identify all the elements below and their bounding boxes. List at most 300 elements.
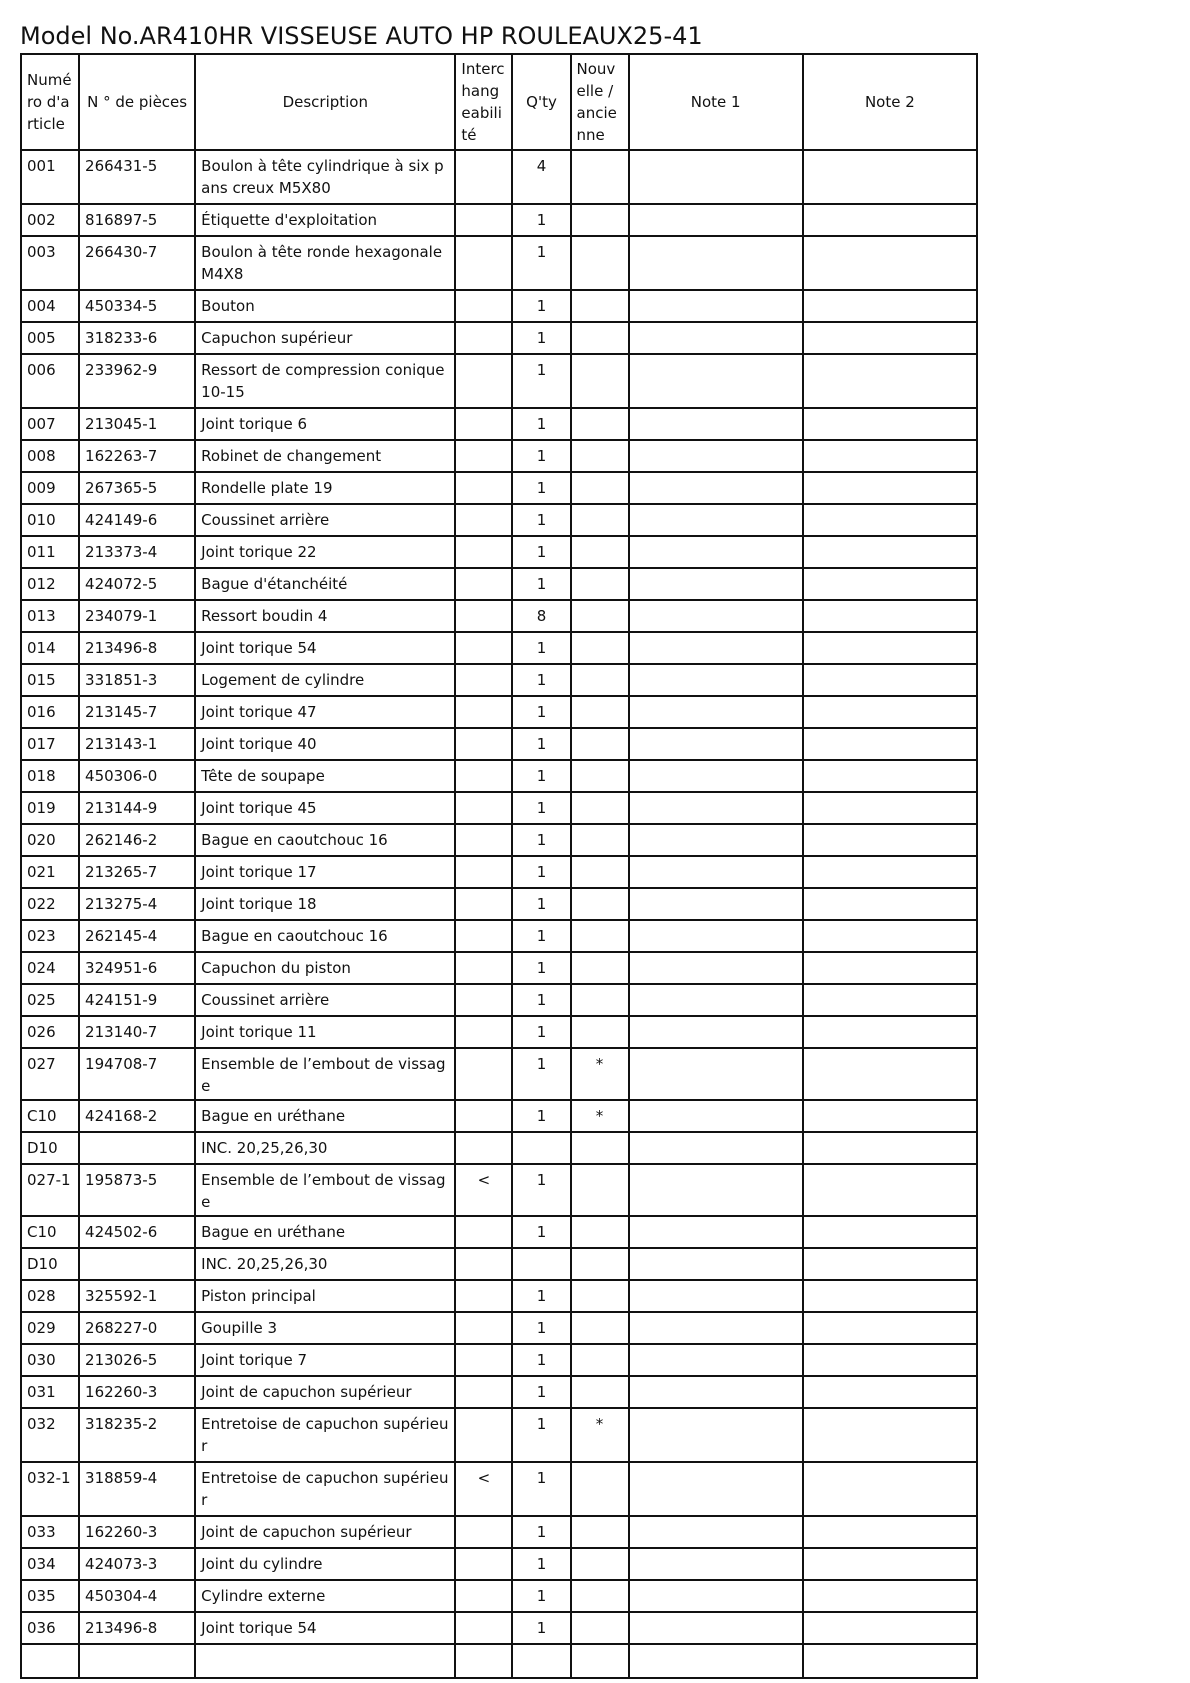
interchangeability-cell	[455, 824, 512, 856]
note-2-cell	[803, 1164, 977, 1216]
description-cell: Joint torique 45	[195, 792, 455, 824]
note-2-cell	[803, 696, 977, 728]
header-interchangeability: Interchangeabilité	[455, 54, 512, 150]
item-number-cell: 032	[21, 1408, 79, 1462]
item-number-cell: 002	[21, 204, 79, 236]
note-1-cell	[629, 984, 803, 1016]
table-row	[21, 760, 977, 792]
new-old-cell: *	[571, 1408, 629, 1462]
item-number-cell: 031	[21, 1376, 79, 1408]
part-number-cell: 213143-1	[79, 728, 195, 760]
new-old-cell	[571, 1248, 629, 1280]
table-row	[21, 568, 977, 600]
item-number-cell: 034	[21, 1548, 79, 1580]
new-old-cell	[571, 1312, 629, 1344]
quantity-cell: 1	[512, 1580, 570, 1612]
note-1-cell	[629, 440, 803, 472]
item-number-cell: 030	[21, 1344, 79, 1376]
empty-cell	[571, 1644, 629, 1678]
part-number-cell: 424151-9	[79, 984, 195, 1016]
item-number-cell: 003	[21, 236, 79, 290]
table-row	[21, 856, 977, 888]
note-2-cell	[803, 1248, 977, 1280]
new-old-cell	[571, 1132, 629, 1164]
new-old-cell	[571, 696, 629, 728]
interchangeability-cell	[455, 984, 512, 1016]
quantity-cell: 1	[512, 984, 570, 1016]
table-row	[21, 1408, 977, 1462]
item-number-cell: 005	[21, 322, 79, 354]
new-old-cell: *	[571, 1048, 629, 1100]
note-1-cell	[629, 824, 803, 856]
item-number-cell: C10	[21, 1100, 79, 1132]
table-row	[21, 1100, 977, 1132]
item-number-cell: 019	[21, 792, 79, 824]
interchangeability-cell	[455, 888, 512, 920]
note-1-cell	[629, 632, 803, 664]
new-old-cell	[571, 952, 629, 984]
note-2-cell	[803, 824, 977, 856]
table-row	[21, 354, 977, 408]
note-2-cell	[803, 632, 977, 664]
quantity-cell	[512, 1132, 570, 1164]
new-old-cell	[571, 322, 629, 354]
item-number-cell: 001	[21, 150, 79, 204]
table-row	[21, 236, 977, 290]
part-number-cell: 213496-8	[79, 1612, 195, 1644]
description-cell: Entretoise de capuchon supérieur	[195, 1408, 455, 1462]
new-old-cell	[571, 1548, 629, 1580]
item-number-cell: 021	[21, 856, 79, 888]
note-2-cell	[803, 888, 977, 920]
interchangeability-cell	[455, 322, 512, 354]
table-row	[21, 632, 977, 664]
quantity-cell: 8	[512, 600, 570, 632]
note-2-cell	[803, 440, 977, 472]
note-2-cell	[803, 792, 977, 824]
note-1-cell	[629, 504, 803, 536]
interchangeability-cell	[455, 1280, 512, 1312]
interchangeability-cell	[455, 1216, 512, 1248]
note-1-cell	[629, 1612, 803, 1644]
part-number-cell: 324951-6	[79, 952, 195, 984]
part-number-cell: 162260-3	[79, 1516, 195, 1548]
table-row	[21, 792, 977, 824]
quantity-cell: 1	[512, 1516, 570, 1548]
table-row	[21, 1580, 977, 1612]
note-1-cell	[629, 1408, 803, 1462]
new-old-cell	[571, 664, 629, 696]
description-cell: Joint torique 11	[195, 1016, 455, 1048]
interchangeability-cell	[455, 1516, 512, 1548]
quantity-cell: 1	[512, 1408, 570, 1462]
new-old-cell	[571, 290, 629, 322]
quantity-cell: 1	[512, 664, 570, 696]
quantity-cell: 1	[512, 1376, 570, 1408]
quantity-cell: 1	[512, 888, 570, 920]
part-number-cell: 266431-5	[79, 150, 195, 204]
note-1-cell	[629, 472, 803, 504]
note-2-cell	[803, 728, 977, 760]
item-number-cell: 028	[21, 1280, 79, 1312]
empty-cell	[79, 1644, 195, 1678]
interchangeability-cell	[455, 236, 512, 290]
new-old-cell	[571, 728, 629, 760]
interchangeability-cell	[455, 600, 512, 632]
note-1-cell	[629, 792, 803, 824]
interchangeability-cell	[455, 290, 512, 322]
table-row	[21, 1344, 977, 1376]
header-new-old: Nouvelle / ancienne	[571, 54, 629, 150]
note-2-cell	[803, 536, 977, 568]
description-cell: Coussinet arrière	[195, 504, 455, 536]
description-cell: Joint torique 18	[195, 888, 455, 920]
new-old-cell	[571, 150, 629, 204]
description-cell: Coussinet arrière	[195, 984, 455, 1016]
new-old-cell	[571, 408, 629, 440]
note-2-cell	[803, 1280, 977, 1312]
note-1-cell	[629, 204, 803, 236]
item-number-cell: 032-1	[21, 1462, 79, 1516]
note-1-cell	[629, 1016, 803, 1048]
interchangeability-cell	[455, 408, 512, 440]
part-number-cell: 233962-9	[79, 354, 195, 408]
empty-cell	[195, 1644, 455, 1678]
part-number-cell: 267365-5	[79, 472, 195, 504]
item-number-cell: D10	[21, 1248, 79, 1280]
interchangeability-cell	[455, 1408, 512, 1462]
note-2-cell	[803, 236, 977, 290]
quantity-cell: 1	[512, 632, 570, 664]
description-cell: Ressort de compression conique 10-15	[195, 354, 455, 408]
empty-row	[21, 1644, 977, 1678]
note-1-cell	[629, 1312, 803, 1344]
description-cell: Piston principal	[195, 1280, 455, 1312]
interchangeability-cell	[455, 1132, 512, 1164]
quantity-cell: 1	[512, 354, 570, 408]
quantity-cell: 1	[512, 1344, 570, 1376]
item-number-cell: 023	[21, 920, 79, 952]
header-note-2: Note 2	[803, 54, 977, 150]
new-old-cell	[571, 536, 629, 568]
description-cell: Bague en uréthane	[195, 1216, 455, 1248]
note-1-cell	[629, 290, 803, 322]
part-number-cell: 318859-4	[79, 1462, 195, 1516]
note-2-cell	[803, 1016, 977, 1048]
interchangeability-cell	[455, 728, 512, 760]
note-1-cell	[629, 1132, 803, 1164]
table-row	[21, 504, 977, 536]
note-2-cell	[803, 1462, 977, 1516]
part-number-cell: 318233-6	[79, 322, 195, 354]
part-number-cell: 213275-4	[79, 888, 195, 920]
quantity-cell: 1	[512, 204, 570, 236]
part-number-cell: 213026-5	[79, 1344, 195, 1376]
description-cell: Joint torique 47	[195, 696, 455, 728]
quantity-cell: 4	[512, 150, 570, 204]
note-2-cell	[803, 600, 977, 632]
interchangeability-cell	[455, 504, 512, 536]
new-old-cell	[571, 792, 629, 824]
item-number-cell: 006	[21, 354, 79, 408]
description-cell: Bague d'étanchéité	[195, 568, 455, 600]
interchangeability-cell	[455, 536, 512, 568]
quantity-cell: 1	[512, 504, 570, 536]
quantity-cell: 1	[512, 824, 570, 856]
note-1-cell	[629, 728, 803, 760]
note-1-cell	[629, 236, 803, 290]
table-row	[21, 472, 977, 504]
item-number-cell: 014	[21, 632, 79, 664]
description-cell: Robinet de changement	[195, 440, 455, 472]
quantity-cell: 1	[512, 1312, 570, 1344]
item-number-cell: 024	[21, 952, 79, 984]
note-2-cell	[803, 408, 977, 440]
item-number-cell: 004	[21, 290, 79, 322]
description-cell: Rondelle plate 19	[195, 472, 455, 504]
table-row	[21, 1548, 977, 1580]
quantity-cell: 1	[512, 1048, 570, 1100]
note-2-cell	[803, 322, 977, 354]
note-2-cell	[803, 1100, 977, 1132]
item-number-cell: 010	[21, 504, 79, 536]
table-row	[21, 824, 977, 856]
empty-cell	[455, 1644, 512, 1678]
item-number-cell: 009	[21, 472, 79, 504]
note-2-cell	[803, 1312, 977, 1344]
note-1-cell	[629, 1548, 803, 1580]
note-2-cell	[803, 1344, 977, 1376]
new-old-cell	[571, 504, 629, 536]
item-number-cell: 036	[21, 1612, 79, 1644]
table-row	[21, 1248, 977, 1280]
interchangeability-cell	[455, 1100, 512, 1132]
interchangeability-cell	[455, 568, 512, 600]
description-cell: Bague en caoutchouc 16	[195, 824, 455, 856]
note-1-cell	[629, 1048, 803, 1100]
item-number-cell: 029	[21, 1312, 79, 1344]
empty-cell	[803, 1644, 977, 1678]
note-2-cell	[803, 504, 977, 536]
quantity-cell: 1	[512, 1462, 570, 1516]
quantity-cell: 1	[512, 760, 570, 792]
item-number-cell: 007	[21, 408, 79, 440]
table-row	[21, 1016, 977, 1048]
new-old-cell	[571, 760, 629, 792]
quantity-cell	[512, 1248, 570, 1280]
part-number-cell: 213144-9	[79, 792, 195, 824]
new-old-cell: *	[571, 1100, 629, 1132]
header-item-number: Numéro d'article	[21, 54, 79, 150]
table-row	[21, 1612, 977, 1644]
quantity-cell: 1	[512, 472, 570, 504]
quantity-cell: 1	[512, 408, 570, 440]
item-number-cell: 020	[21, 824, 79, 856]
item-number-cell: 017	[21, 728, 79, 760]
part-number-cell: 424073-3	[79, 1548, 195, 1580]
description-cell: Ensemble de l’embout de vissage	[195, 1048, 455, 1100]
quantity-cell: 1	[512, 856, 570, 888]
description-cell: Joint torique 6	[195, 408, 455, 440]
note-2-cell	[803, 1580, 977, 1612]
interchangeability-cell	[455, 760, 512, 792]
item-number-cell: D10	[21, 1132, 79, 1164]
new-old-cell	[571, 204, 629, 236]
item-number-cell: 011	[21, 536, 79, 568]
new-old-cell	[571, 600, 629, 632]
quantity-cell: 1	[512, 1612, 570, 1644]
item-number-cell: 025	[21, 984, 79, 1016]
description-cell: Joint torique 7	[195, 1344, 455, 1376]
note-2-cell	[803, 472, 977, 504]
table-row	[21, 1516, 977, 1548]
description-cell: INC. 20,25,26,30	[195, 1132, 455, 1164]
note-1-cell	[629, 696, 803, 728]
part-number-cell: 213496-8	[79, 632, 195, 664]
item-number-cell: 016	[21, 696, 79, 728]
new-old-cell	[571, 1016, 629, 1048]
note-1-cell	[629, 1248, 803, 1280]
new-old-cell	[571, 1376, 629, 1408]
new-old-cell	[571, 472, 629, 504]
interchangeability-cell	[455, 632, 512, 664]
note-1-cell	[629, 1280, 803, 1312]
parts-table	[20, 53, 978, 1679]
note-1-cell	[629, 1376, 803, 1408]
interchangeability-cell	[455, 472, 512, 504]
note-2-cell	[803, 354, 977, 408]
description-cell: Joint torique 54	[195, 1612, 455, 1644]
description-cell: Ensemble de l’embout de vissage	[195, 1164, 455, 1216]
note-2-cell	[803, 568, 977, 600]
quantity-cell: 1	[512, 1164, 570, 1216]
table-row	[21, 984, 977, 1016]
item-number-cell: 027-1	[21, 1164, 79, 1216]
interchangeability-cell	[455, 1016, 512, 1048]
part-number-cell: 450334-5	[79, 290, 195, 322]
table-row	[21, 150, 977, 204]
part-number-cell: 268227-0	[79, 1312, 195, 1344]
note-2-cell	[803, 1376, 977, 1408]
empty-cell	[629, 1644, 803, 1678]
interchangeability-cell	[455, 696, 512, 728]
description-cell: Tête de soupape	[195, 760, 455, 792]
table-row	[21, 322, 977, 354]
new-old-cell	[571, 1344, 629, 1376]
part-number-cell: 424149-6	[79, 504, 195, 536]
table-row	[21, 1216, 977, 1248]
header-description: Description	[195, 54, 455, 150]
interchangeability-cell	[455, 204, 512, 236]
note-2-cell	[803, 1048, 977, 1100]
table-row	[21, 440, 977, 472]
interchangeability-cell	[455, 1376, 512, 1408]
note-1-cell	[629, 664, 803, 696]
note-1-cell	[629, 150, 803, 204]
quantity-cell: 1	[512, 1216, 570, 1248]
note-2-cell	[803, 290, 977, 322]
description-cell: Boulon à tête cylindrique à six pans creux M5X80	[195, 150, 455, 204]
interchangeability-cell	[455, 1048, 512, 1100]
description-cell: Ressort boudin 4	[195, 600, 455, 632]
table-row	[21, 536, 977, 568]
item-number-cell: 026	[21, 1016, 79, 1048]
note-2-cell	[803, 1516, 977, 1548]
item-number-cell: 008	[21, 440, 79, 472]
description-cell: Capuchon du piston	[195, 952, 455, 984]
item-number-cell: 015	[21, 664, 79, 696]
table-row	[21, 290, 977, 322]
part-number-cell: 213373-4	[79, 536, 195, 568]
table-row	[21, 1048, 977, 1100]
table-row	[21, 1164, 977, 1216]
part-number-cell	[79, 1248, 195, 1280]
part-number-cell	[79, 1132, 195, 1164]
description-cell: Goupille 3	[195, 1312, 455, 1344]
interchangeability-cell	[455, 1248, 512, 1280]
table-row	[21, 1280, 977, 1312]
header-row	[21, 54, 977, 150]
note-1-cell	[629, 536, 803, 568]
quantity-cell: 1	[512, 322, 570, 354]
quantity-cell: 1	[512, 952, 570, 984]
part-number-cell: 266430-7	[79, 236, 195, 290]
note-2-cell	[803, 952, 977, 984]
interchangeability-cell	[455, 920, 512, 952]
new-old-cell	[571, 1612, 629, 1644]
note-1-cell	[629, 1100, 803, 1132]
interchangeability-cell: <	[455, 1164, 512, 1216]
description-cell: Joint torique 22	[195, 536, 455, 568]
item-number-cell: 035	[21, 1580, 79, 1612]
quantity-cell: 1	[512, 1100, 570, 1132]
interchangeability-cell	[455, 354, 512, 408]
part-number-cell: 195873-5	[79, 1164, 195, 1216]
note-1-cell	[629, 856, 803, 888]
note-2-cell	[803, 984, 977, 1016]
quantity-cell: 1	[512, 290, 570, 322]
note-1-cell	[629, 1216, 803, 1248]
part-number-cell: 194708-7	[79, 1048, 195, 1100]
part-number-cell: 213265-7	[79, 856, 195, 888]
note-1-cell	[629, 888, 803, 920]
note-2-cell	[803, 856, 977, 888]
note-2-cell	[803, 150, 977, 204]
part-number-cell: 262146-2	[79, 824, 195, 856]
description-cell: Bague en uréthane	[195, 1100, 455, 1132]
note-1-cell	[629, 408, 803, 440]
new-old-cell	[571, 824, 629, 856]
description-cell: Bouton	[195, 290, 455, 322]
note-2-cell	[803, 1132, 977, 1164]
note-2-cell	[803, 920, 977, 952]
item-number-cell: 027	[21, 1048, 79, 1100]
new-old-cell	[571, 1462, 629, 1516]
description-cell: Joint torique 54	[195, 632, 455, 664]
part-number-cell: 424502-6	[79, 1216, 195, 1248]
description-cell: Joint torique 17	[195, 856, 455, 888]
table-row	[21, 952, 977, 984]
description-cell: Joint de capuchon supérieur	[195, 1376, 455, 1408]
quantity-cell: 1	[512, 536, 570, 568]
note-1-cell	[629, 952, 803, 984]
quantity-cell: 1	[512, 792, 570, 824]
table-row	[21, 1376, 977, 1408]
part-number-cell: 331851-3	[79, 664, 195, 696]
new-old-cell	[571, 1164, 629, 1216]
table-row	[21, 664, 977, 696]
note-2-cell	[803, 664, 977, 696]
